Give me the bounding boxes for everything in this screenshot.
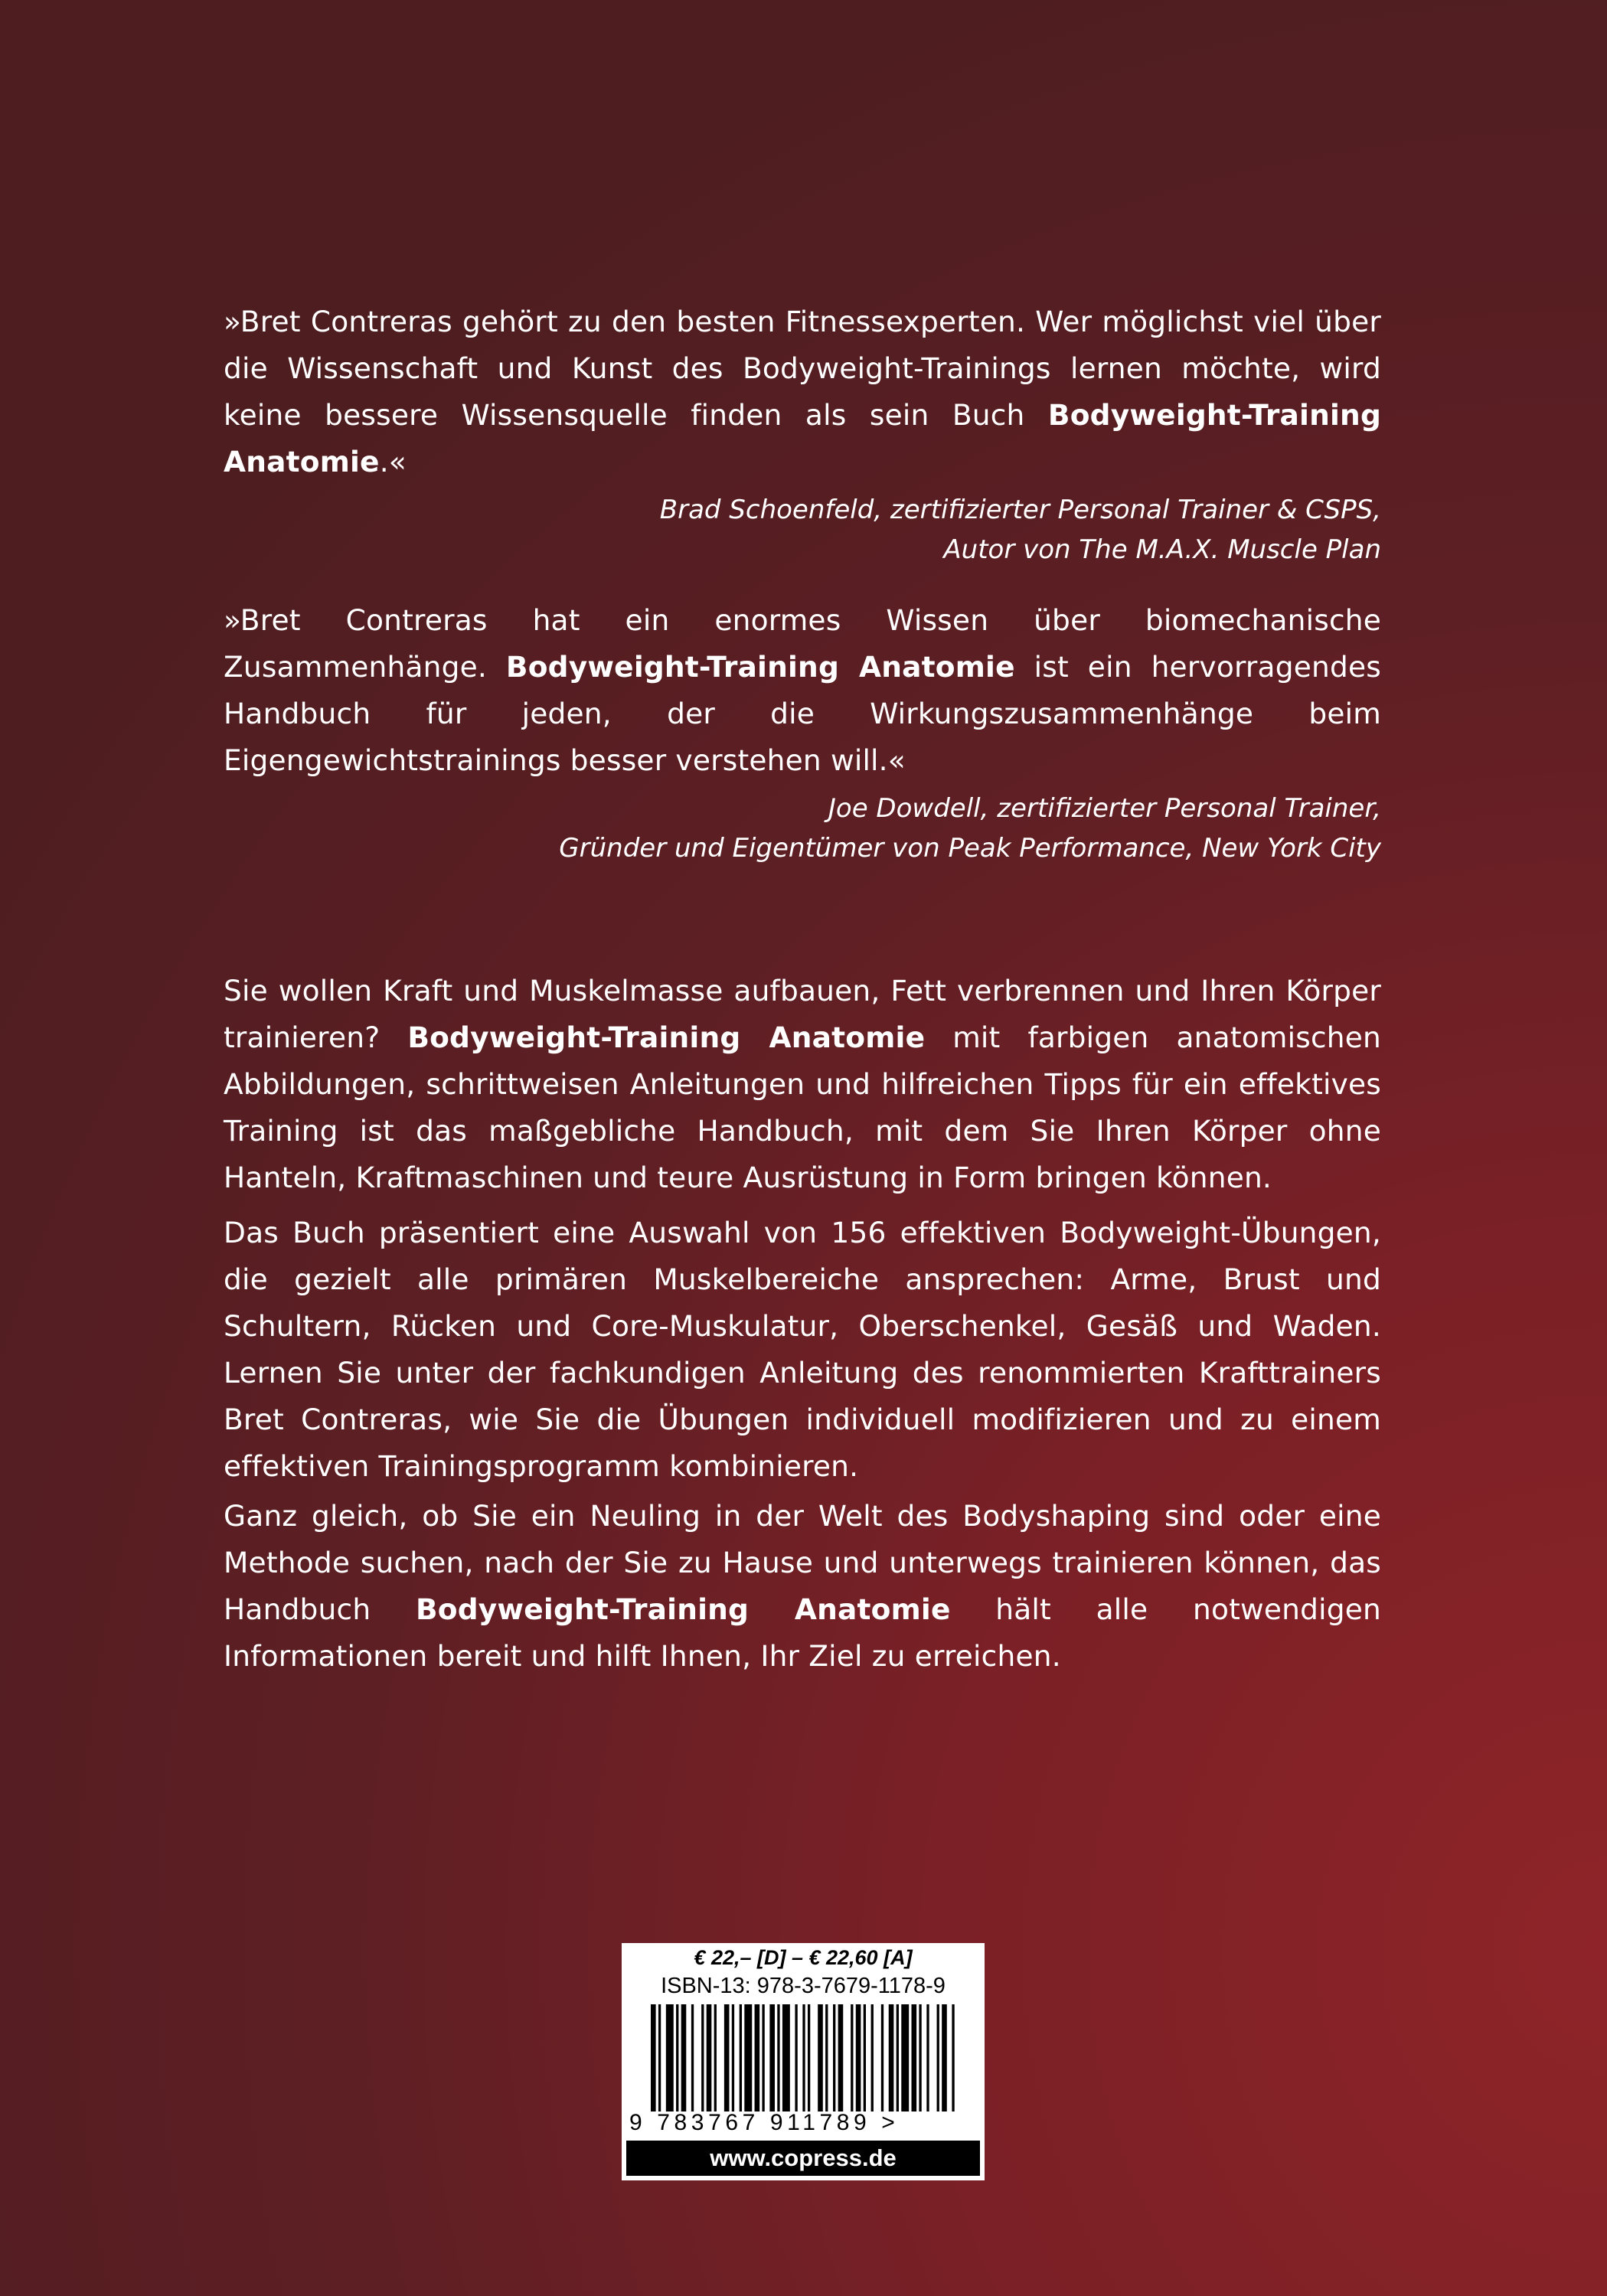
barcode-bar xyxy=(707,2004,712,2111)
price-label: € 22,– [D] – € 22,60 [A] xyxy=(694,1946,913,1969)
barcode-bar xyxy=(769,2004,775,2111)
barcode-label xyxy=(622,1943,985,2180)
attribution-line: Autor von The M.A.X. Muscle Plan xyxy=(943,534,1381,565)
barcode-bar xyxy=(658,2004,661,2111)
quote-dowdell xyxy=(224,597,1381,868)
barcode-bar xyxy=(808,2004,810,2111)
barcode-bar xyxy=(782,2004,790,2111)
barcode-bar xyxy=(901,2004,909,2111)
barcode-bar xyxy=(691,2004,694,2111)
barcode-bar xyxy=(912,2004,917,2111)
barcode-bar xyxy=(942,2004,947,2111)
book-title-bold: Bodyweight-Training Anatomie xyxy=(416,1592,951,1626)
barcode-bar xyxy=(838,2004,844,2111)
barcode-bar xyxy=(681,2004,687,2111)
attribution-line: Joe Dowdell, zertifizierter Personal Trainer, xyxy=(828,793,1381,824)
barcode-bar xyxy=(795,2004,797,2111)
barcode-bar xyxy=(802,2004,805,2111)
barcode-bar xyxy=(724,2004,730,2111)
barcode-bar xyxy=(856,2004,861,2111)
barcode-bar xyxy=(825,2004,828,2111)
barcode-bar xyxy=(889,2004,894,2111)
barcode-bar xyxy=(762,2004,764,2111)
quote-schoenfeld xyxy=(224,299,1381,570)
description-paragraph-3: Ganz gleich, ob Sie ein Neuling in der Welt des Bodyshaping sind oder eine Methode suchen, nach der Sie zu Hause und unterwegs trainieren können, das Handbuch Bodyweight-Training Anatomie hält alle notwendigen Informationen bereit und hilft Ihnen, Ihr Ziel zu erreichen. xyxy=(224,1499,1381,1673)
barcode-bar xyxy=(952,2004,954,2111)
quote-attribution xyxy=(224,789,1381,868)
barcode-bar xyxy=(732,2004,734,2111)
barcode-bar xyxy=(897,2004,899,2111)
attribution-line: Gründer und Eigentümer von Peak Performance, New York City xyxy=(559,833,1381,864)
barcode-icon xyxy=(651,2004,957,2111)
description-paragraph-2: Das Buch präsentiert eine Auswahl von 156 effektiven Bodyweight-Übungen, die gezielt alle primären Muskelbereiche ansprechen: Arme, Brust und Schultern, Rücken und Core-Muskulatur, Oberschenkel, Gesäß und Waden. Lernen Sie unter der fachkundigen Anleitung des renommierten Krafttrainers Bret Contreras, wie Sie die Übungen individuell modifizieren und zu einem effektiven Trainingsprogramm kombinieren. xyxy=(224,1216,1381,1483)
attribution-line: Brad Schoenfeld, zertifizierter Personal Trainer & CSPS, xyxy=(659,495,1381,525)
barcode-bar xyxy=(651,2004,656,2111)
barcode-digits: 9 783767 911789 > xyxy=(629,2110,900,2135)
barcode-bar xyxy=(744,2004,752,2111)
quote-attribution xyxy=(224,490,1381,570)
barcode-bar xyxy=(755,2004,760,2111)
isbn-label: ISBN-13: 978-3-7679-1178-9 xyxy=(661,1974,946,1998)
barcode-bar xyxy=(864,2004,866,2111)
barcode-bar xyxy=(926,2004,929,2111)
barcode-bar xyxy=(833,2004,835,2111)
barcode-bar xyxy=(701,2004,704,2111)
book-title-bold: Bodyweight-Training Anatomie xyxy=(224,398,1381,478)
barcode-bar xyxy=(666,2004,674,2111)
barcode-bar xyxy=(714,2004,717,2111)
barcode-bar xyxy=(881,2004,884,2111)
publisher-url: www.copress.de xyxy=(626,2141,980,2176)
description-paragraph-1: Sie wollen Kraft und Muskelmasse aufbauen, Fett verbrennen und Ihren Körper trainieren? Bodyweight-Training Anatomie mit farbigen anatomischen Abbildungen, schrittweisen Anleitungen und hilfreichen Tipps für ein effektives Training ist das maßgebliche Handbuch, mit dem Sie Ihren Körper ohne Hanteln, Kraftmaschinen und teure Ausrüstung in Form bringen können. xyxy=(224,974,1381,1194)
barcode-bar xyxy=(851,2004,853,2111)
barcode-bar xyxy=(919,2004,921,2111)
book-title-bold: Bodyweight-Training Anatomie xyxy=(407,1021,926,1054)
barcode-bar xyxy=(740,2004,742,2111)
barcode-bar xyxy=(777,2004,779,2111)
quote-text: »Bret Contreras gehört zu den besten Fitnessexperten. Wer möglichst viel über die Wissenschaft und Kunst des Bodyweight-Trainings lernen möchte, wird keine bessere Wissensquelle finden als sein Buch Bodyweight-Training Anatomie.« xyxy=(224,305,1381,478)
quote-text: »Bret Contreras hat ein enormes Wissen über biomechanische Zusammenhänge. Bodyweight-Training Anatomie ist ein hervorragendes Handbuch für jeden, der die Wirkungszusammenhänge beim Eigengewichtstrainings besser verstehen will.« xyxy=(224,603,1381,777)
barcode-bar xyxy=(676,2004,678,2111)
barcode-bar xyxy=(937,2004,939,2111)
barcode-bar xyxy=(871,2004,874,2111)
barcode-bar xyxy=(818,2004,823,2111)
book-title-bold: Bodyweight-Training Anatomie xyxy=(505,650,1015,684)
